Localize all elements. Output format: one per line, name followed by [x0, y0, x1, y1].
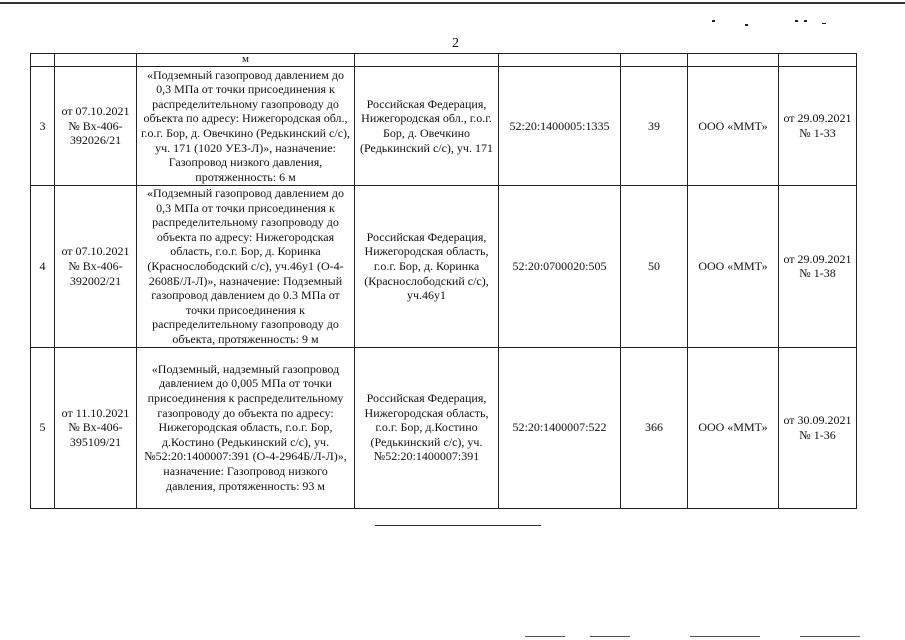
scan-bottom-mark — [590, 636, 630, 637]
cell-empty — [55, 54, 137, 67]
cell-application: от 11.10.2021 № Вх-406-395109/21 — [55, 347, 137, 508]
scan-bottom-mark — [525, 636, 565, 637]
cell-object-description: «Подземный газопровод давлением до 0,3 МПа от точки присоединения к распределительному газопроводу до объекта по адресу: Нижегородская область, г.о.г. Бор, д. Коринка (Краснослободский с/с), уч.46у1 (О-4-2608Б/Л-Л)», назначение: Подземный газопровод давлением до 0.3 МПа от точки присоединения к распределительному газопроводу до объекта, протяженность: 9 м — [137, 186, 355, 348]
cell-owner: ООО «ММТ» — [688, 67, 779, 186]
cell-cadastral-number: 52:20:1400005:1335 — [499, 67, 621, 186]
cell-application: от 07.10.2021 № Вх-406-392026/21 — [55, 67, 137, 186]
cell-empty — [779, 54, 857, 67]
scan-bottom-mark — [690, 636, 760, 637]
cell-empty — [355, 54, 499, 67]
cell-area: 366 — [621, 347, 688, 508]
scan-speck — [712, 20, 715, 22]
scan-bottom-mark — [800, 636, 860, 637]
cell-address: Российская Федерация, Нижегородская область, г.о.г. Бор, д. Коринка (Краснослободский с/с), уч.46у1 — [355, 186, 499, 348]
scan-speck — [822, 23, 826, 24]
cell-address: Российская Федерация, Нижегородская область, г.о.г. Бор, д.Костино (Редькинский с/с), уч.№52:20:1400007:391 — [355, 347, 499, 508]
cell-continued-text: м — [137, 54, 355, 67]
register-table — [30, 53, 857, 509]
cell-application: от 07.10.2021 № Вх-406-392002/21 — [55, 186, 137, 348]
cell-row-number: 4 — [31, 186, 55, 348]
cell-area: 39 — [621, 67, 688, 186]
cell-empty — [31, 54, 55, 67]
cell-object-description: «Подземный, надземный газопровод давлением до 0,005 МПа от точки присоединения к распределительному газопроводу до объекта по адресу: Нижегородская область, г.о.г. Бор, д.Костино (Редькинский с/с), уч.№52:20:1400007:391 (О-4-2964Б/Л-Л)», назначение: Газопровод низкого давления, протяженность: 93 м — [137, 347, 355, 508]
table-row — [31, 186, 857, 348]
cell-owner: ООО «ММТ» — [688, 347, 779, 508]
table-row-continuation — [31, 54, 857, 67]
cell-decision: от 30.09.2021 № 1-36 — [779, 347, 857, 508]
cell-decision: от 29.09.2021 № 1-38 — [779, 186, 857, 348]
cell-cadastral-number: 52:20:1400007:522 — [499, 347, 621, 508]
page-number: 2 — [452, 36, 459, 51]
cell-decision: от 29.09.2021 № 1-33 — [779, 67, 857, 186]
table-row — [31, 67, 857, 186]
closing-rule — [375, 525, 541, 526]
cell-cadastral-number: 52:20:0700020:505 — [499, 186, 621, 348]
cell-empty — [499, 54, 621, 67]
scan-speck — [795, 20, 798, 22]
cell-area: 50 — [621, 186, 688, 348]
cell-row-number: 3 — [31, 67, 55, 186]
table-row — [31, 347, 857, 508]
cell-row-number: 5 — [31, 347, 55, 508]
cell-address: Российская Федерация, Нижегородская обл., г.о.г. Бор, д. Овечкино (Редькинский с/с), уч. 171 — [355, 67, 499, 186]
cell-object-description: «Подземный газопровод давлением до 0,3 МПа от точки присоединения к распределительному газопроводу до объекта по адресу: Нижегородская обл., г.о.г. Бор, д. Овечкино (Редькинский с/с), уч. 171 (1020 УЕЗ-Л)», назначение: Газопровод низкого давления, протяженность: 6 м — [137, 67, 355, 186]
scan-speck — [745, 24, 748, 26]
cell-owner: ООО «ММТ» — [688, 186, 779, 348]
cell-empty — [688, 54, 779, 67]
cell-empty — [621, 54, 688, 67]
scan-top-edge-line — [0, 2, 905, 4]
scan-speck — [804, 20, 807, 22]
